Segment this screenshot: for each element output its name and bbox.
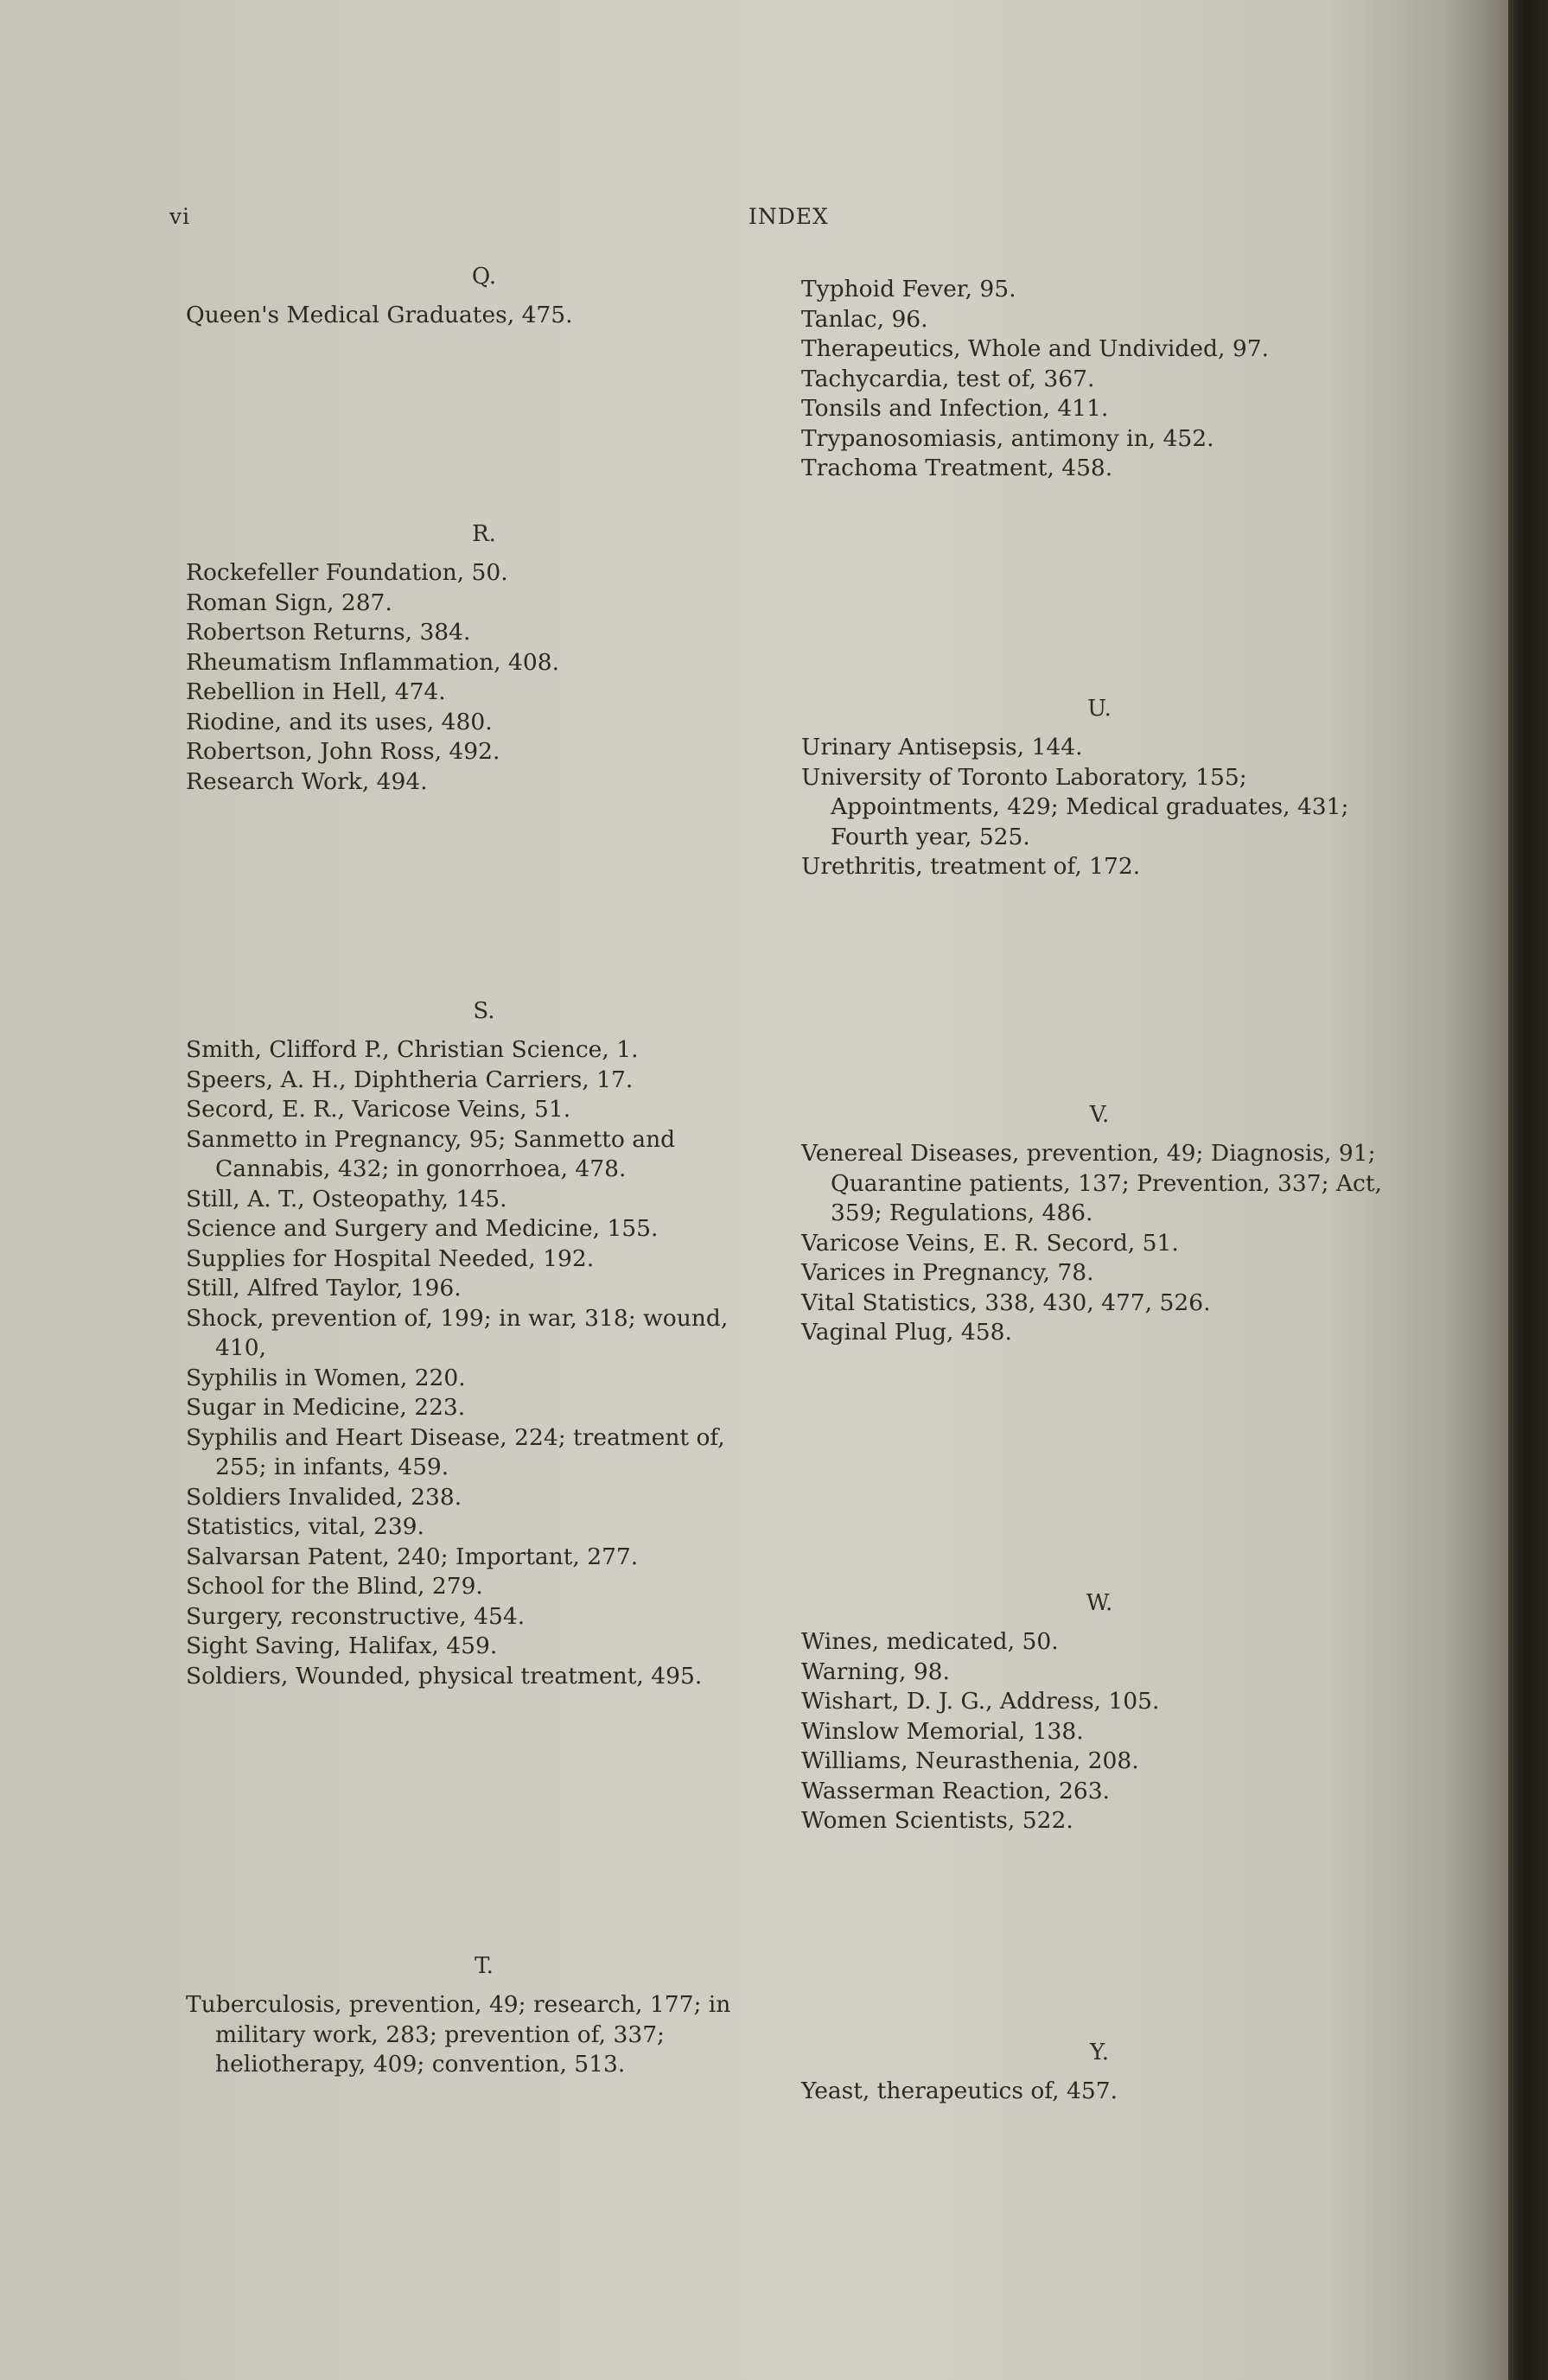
index-entry: Syphilis in Women, 220. xyxy=(186,1364,466,1391)
index-entry: Urinary Antisepsis, 144. xyxy=(801,734,1083,760)
entry-list xyxy=(801,1139,1398,1348)
index-entry: Urethritis, treatment of, 172. xyxy=(801,853,1141,880)
entry-list xyxy=(186,558,782,797)
entry-list xyxy=(801,733,1398,882)
index-entry: Robertson Returns, 384. xyxy=(186,619,471,646)
index-entry: Wishart, D. J. G., Address, 105. xyxy=(801,1688,1160,1715)
index-entry: Wines, medicated, 50. xyxy=(801,1628,1059,1655)
index-entry: Tanlac, 96. xyxy=(801,305,928,333)
index-entry: Smith, Clifford P., Christian Science, 1. xyxy=(186,1036,639,1063)
index-entry: Warning, 98. xyxy=(801,1658,950,1685)
index-entry: Riodine, and its uses, 480. xyxy=(186,708,493,735)
index-entry: Science and Surgery and Medicine, 155. xyxy=(186,1215,659,1242)
index-entry: Still, A. T., Osteopathy, 145. xyxy=(186,1185,507,1212)
section-letter: Q. xyxy=(471,264,497,290)
entry-list xyxy=(186,1990,782,2080)
index-entry: Williams, Neurasthenia, 208. xyxy=(801,1747,1139,1774)
page-edge xyxy=(1508,0,1548,2380)
section-t-continued xyxy=(801,275,1398,484)
index-entry: Rockefeller Foundation, 50. xyxy=(186,559,508,586)
section-r xyxy=(186,517,782,797)
section-s xyxy=(186,994,782,1691)
section-letter: S. xyxy=(473,998,495,1024)
entry-list xyxy=(186,1035,782,1691)
section-letter: R. xyxy=(472,521,496,547)
section-letter: U. xyxy=(1087,696,1112,722)
section-letter: T. xyxy=(475,1953,494,1979)
index-entry: Varices in Pregnancy, 78. xyxy=(801,1259,1094,1286)
index-entry: Yeast, therapeutics of, 457. xyxy=(801,2078,1118,2104)
running-head: INDEX xyxy=(749,204,829,229)
index-entry: Typhoid Fever, 95. xyxy=(801,276,1016,302)
section-letter: Y. xyxy=(1089,2040,1110,2065)
index-entry: Wasserman Reaction, 263. xyxy=(801,1777,1110,1804)
index-entry: Salvarsan Patent, 240; Important, 277. xyxy=(186,1543,639,1570)
index-entry: Winslow Memorial, 138. xyxy=(801,1717,1084,1745)
index-entry: Secord, E. R., Varicose Veins, 51. xyxy=(186,1096,571,1123)
section-y xyxy=(801,2035,1398,2107)
index-entry: Varicose Veins, E. R. Secord, 51. xyxy=(801,1229,1179,1257)
index-entry: Queen's Medical Graduates, 475. xyxy=(186,302,573,328)
index-entry: Robertson, John Ross, 492. xyxy=(186,738,500,765)
index-entry: Soldiers, Wounded, physical treatment, 495. xyxy=(186,1662,703,1690)
index-entry: Trachoma Treatment, 458. xyxy=(801,455,1113,481)
index-entry: Statistics, vital, 239. xyxy=(186,1513,424,1540)
index-entry: School for the Blind, 279. xyxy=(186,1573,483,1600)
index-entry: Rebellion in Hell, 474. xyxy=(186,678,446,705)
index-entry: Roman Sign, 287. xyxy=(186,589,392,616)
index-entry: Therapeutics, Whole and Undivided, 97. xyxy=(801,335,1269,362)
entry-list xyxy=(186,301,782,331)
page-number: vi xyxy=(169,204,191,229)
index-entry: Tachycardia, test of, 367. xyxy=(801,365,1095,392)
index-entry: Vaginal Plug, 458. xyxy=(801,1319,1012,1346)
index-entry: Surgery, reconstructive, 454. xyxy=(186,1602,526,1630)
index-entry: University of Toronto Laboratory, 155; Appointments, 429; Medical graduates, 431; Fourth year, 525. xyxy=(801,763,1349,850)
index-entry: Research Work, 494. xyxy=(186,767,428,795)
section-q xyxy=(186,259,782,331)
section-letter: V. xyxy=(1089,1102,1110,1128)
index-entry: Venereal Diseases, prevention, 49; Diagnosis, 91; Quarantine patients, 137; Prevention, 337; Act, 359; Regulations, 486. xyxy=(801,1140,1382,1226)
index-entry: Tonsils and Infection, 411. xyxy=(801,395,1109,422)
section-letter: W. xyxy=(1086,1590,1113,1616)
section-w xyxy=(801,1586,1398,1836)
index-entry: Rheumatism Inflammation, 408. xyxy=(186,648,560,676)
entry-list xyxy=(801,1627,1398,1836)
index-entry: Speers, A. H., Diphtheria Carriers, 17. xyxy=(186,1066,634,1093)
entry-list xyxy=(801,275,1398,484)
section-v xyxy=(801,1098,1398,1348)
index-entry: Vital Statistics, 338, 430, 477, 526. xyxy=(801,1289,1211,1316)
index-entry: Sugar in Medicine, 223. xyxy=(186,1394,466,1421)
entry-list xyxy=(801,2077,1398,2107)
index-entry: Sight Saving, Halifax, 459. xyxy=(186,1632,498,1659)
index-entry: Supplies for Hospital Needed, 192. xyxy=(186,1244,595,1272)
index-entry: Shock, prevention of, 199; in war, 318; wound, 410, xyxy=(186,1304,729,1361)
index-entry: Still, Alfred Taylor, 196. xyxy=(186,1275,462,1301)
index-entry: Tuberculosis, prevention, 49; research, 177; in military work, 283; prevention of, 337; heliotherapy, 409; convention, 513. xyxy=(186,1991,731,2078)
index-entry: Soldiers Invalided, 238. xyxy=(186,1483,462,1511)
index-entry: Syphilis and Heart Disease, 224; treatment of, 255; in infants, 459. xyxy=(186,1423,725,1480)
index-entry: Women Scientists, 522. xyxy=(801,1807,1073,1834)
section-u xyxy=(801,691,1398,882)
section-t xyxy=(186,1949,782,2080)
index-entry: Trypanosomiasis, antimony in, 452. xyxy=(801,424,1214,452)
index-entry: Sanmetto in Pregnancy, 95; Sanmetto and Cannabis, 432; in gonorrhoea, 478. xyxy=(186,1125,676,1182)
